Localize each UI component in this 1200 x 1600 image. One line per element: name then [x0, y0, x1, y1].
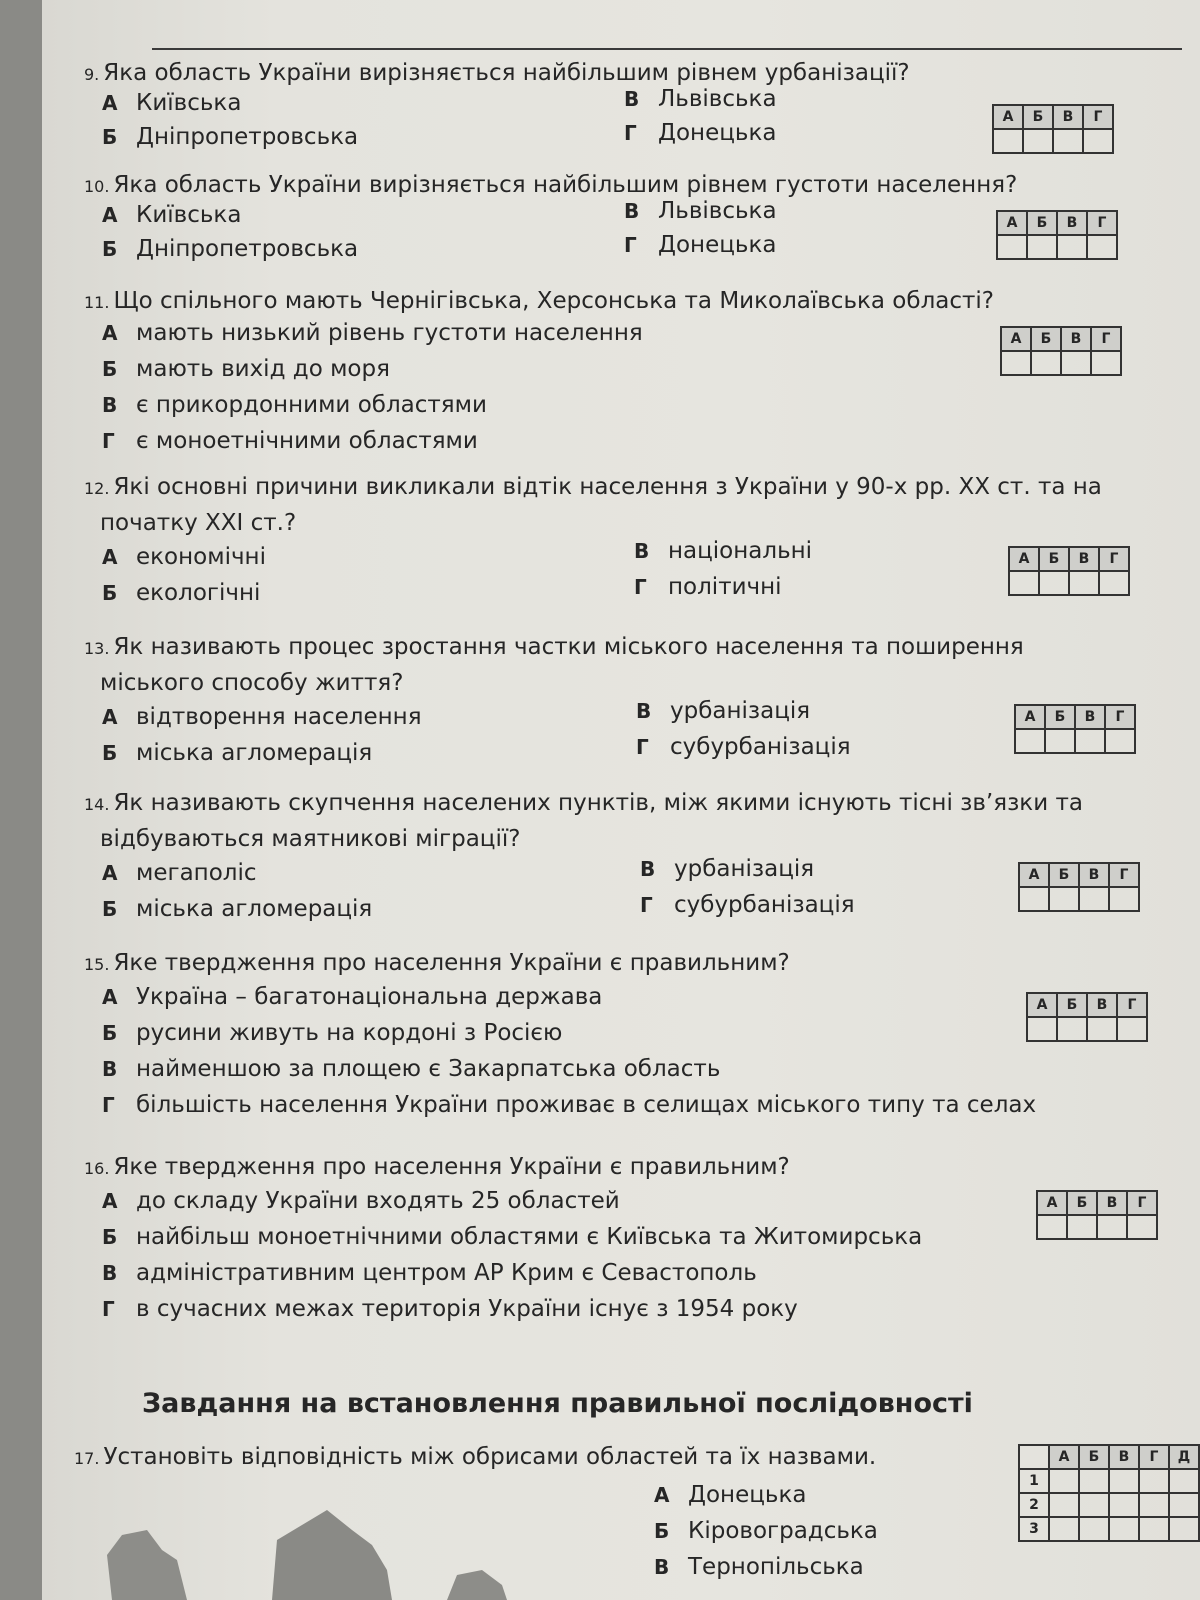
question-prompt: Установіть відповідність між обрисами областей та їх назвами.	[103, 1444, 877, 1470]
question-text-cont: початку ХХІ ст.?	[100, 510, 297, 536]
option-a[interactable]: А Київська	[102, 202, 242, 228]
question-prompt: Які основні причини викликали відтік населення з України у 90-х рр. ХХ ст. та на	[113, 474, 1102, 500]
answer-grid[interactable]: А Б В Г	[1036, 1190, 1158, 1240]
option-b[interactable]: Б міська агломерація	[102, 896, 373, 922]
option-b[interactable]: Б русини живуть на кордоні з Росією	[102, 1020, 563, 1046]
region-outlines	[102, 1500, 522, 1600]
option-v[interactable]: В Тернопільська	[654, 1554, 864, 1580]
option-v[interactable]: В урбанізація	[640, 856, 815, 882]
question-number: 13.	[84, 639, 110, 658]
answer-grid[interactable]: А Б В Г	[1008, 546, 1130, 596]
option-b[interactable]: Б екологічні	[102, 580, 261, 606]
question-text	[84, 168, 1017, 204]
option-b[interactable]: Б Кіровоградська	[654, 1518, 878, 1544]
option-b[interactable]: Б Дніпропетровська	[102, 124, 359, 150]
question-prompt: Як називають процес зростання частки міського населення та поширення	[113, 634, 1024, 660]
option-g[interactable]: Г більшість населення України проживає в селищах міського типу та селах	[102, 1092, 1037, 1118]
answer-grid[interactable]: А Б В Г	[1018, 862, 1140, 912]
question-text-cont: відбуваються маятникові міграції?	[100, 826, 521, 852]
question-prompt: Як називають скупчення населених пунктів, між якими існують тісні зв’язки та	[113, 790, 1083, 816]
question-number: 17.	[74, 1449, 100, 1468]
option-g[interactable]: Г політичні	[634, 574, 782, 600]
question-prompt: Що спільного мають Чернігівська, Херсонська та Миколаївська області?	[113, 288, 995, 314]
option-a[interactable]: А мають низький рівень густоти населення	[102, 320, 643, 346]
option-b[interactable]: Б міська агломерація	[102, 740, 373, 766]
question-text	[84, 786, 1083, 822]
option-a[interactable]: А Донецька	[654, 1482, 807, 1508]
question-text	[84, 630, 1024, 666]
option-v[interactable]: В адміністративним центром АР Крим є Севастополь	[102, 1260, 757, 1286]
answer-grid[interactable]: А Б В Г	[996, 210, 1118, 260]
option-a[interactable]: А до складу України входять 25 областей	[102, 1188, 620, 1214]
answer-grid[interactable]: А Б В Г	[1014, 704, 1136, 754]
option-a[interactable]: А економічні	[102, 544, 266, 570]
option-a[interactable]: А Україна – багатонаціональна держава	[102, 984, 603, 1010]
option-v[interactable]: В національні	[634, 538, 813, 564]
question-prompt: Яка область України вирізняється найбільшим рівнем урбанізації?	[103, 60, 910, 86]
option-g[interactable]: Г в сучасних межах територія України існує з 1954 року	[102, 1296, 798, 1322]
region-outline-1	[107, 1530, 187, 1600]
region-outline-3	[447, 1570, 507, 1600]
question-text	[84, 470, 1102, 506]
question-number: 10.	[84, 177, 110, 196]
question-text	[84, 1150, 790, 1186]
question-number: 11.	[84, 293, 110, 312]
region-outline-2	[272, 1510, 392, 1600]
option-g[interactable]: Г субурбанізація	[640, 892, 855, 918]
option-g[interactable]: Г Донецька	[624, 232, 777, 258]
section-title: Завдання на встановлення правильної послідовності	[142, 1388, 973, 1419]
option-v[interactable]: В Львівська	[624, 198, 777, 224]
question-number: 16.	[84, 1159, 110, 1178]
question-number: 15.	[84, 955, 110, 974]
question-number: 12.	[84, 479, 110, 498]
option-g[interactable]: Г субурбанізація	[636, 734, 851, 760]
option-g[interactable]: Г є моноетнічними областями	[102, 428, 478, 454]
answer-grid[interactable]: А Б В Г	[992, 104, 1114, 154]
question-text	[74, 1440, 876, 1476]
option-v[interactable]: В найменшою за площею є Закарпатська область	[102, 1056, 721, 1082]
answer-grid[interactable]: А Б В Г	[1000, 326, 1122, 376]
question-prompt: Яке твердження про населення України є правильним?	[113, 950, 790, 976]
question-text	[84, 284, 994, 320]
option-a[interactable]: А відтворення населення	[102, 704, 422, 730]
question-number: 14.	[84, 795, 110, 814]
question-prompt: Яке твердження про населення України є правильним?	[113, 1154, 790, 1180]
question-prompt: Яка область України вирізняється найбільшим рівнем густоти населення?	[113, 172, 1018, 198]
option-a[interactable]: А Київська	[102, 90, 242, 116]
answer-grid-17[interactable]: А Б В Г Д 1 2 3	[1018, 1444, 1200, 1542]
top-rule	[152, 48, 1182, 50]
question-text-cont: міського способу життя?	[100, 670, 404, 696]
option-v[interactable]: В є прикордонними областями	[102, 392, 487, 418]
option-b[interactable]: Б Дніпропетровська	[102, 236, 359, 262]
option-v[interactable]: В урбанізація	[636, 698, 811, 724]
question-text	[84, 946, 790, 982]
question-text	[84, 56, 910, 92]
textbook-page	[42, 0, 1200, 1600]
option-b[interactable]: Б мають вихід до моря	[102, 356, 390, 382]
option-b[interactable]: Б найбільш моноетнічними областями є Київська та Житомирська	[102, 1224, 923, 1250]
option-a[interactable]: А мегаполіс	[102, 860, 257, 886]
option-v[interactable]: В Львівська	[624, 86, 777, 112]
option-g[interactable]: Г Донецька	[624, 120, 777, 146]
answer-grid[interactable]: А Б В Г	[1026, 992, 1148, 1042]
question-number: 9.	[84, 65, 100, 84]
